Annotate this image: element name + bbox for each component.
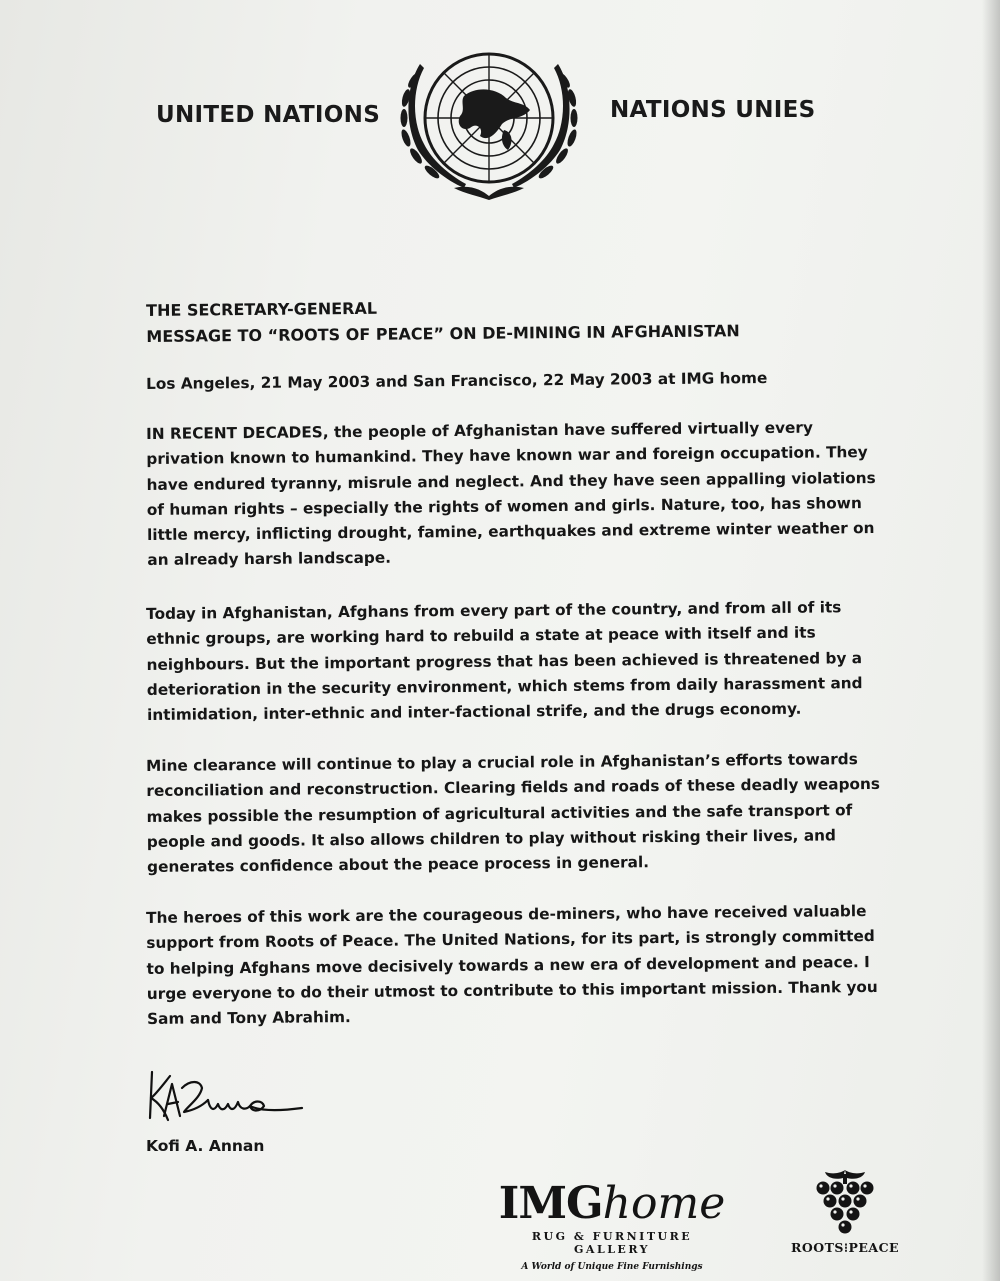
message-header [146,291,906,350]
letterhead-english: UNITED NATIONS [156,102,381,128]
img-brand-bold: IMG [498,1178,603,1229]
roots-of-peace-logo [770,1168,920,1273]
header-title: THE SECRETARY-GENERAL [146,298,378,320]
img-home-brand [492,1180,732,1228]
grapes-icon [809,1168,881,1236]
signer-name: Kofi A. Annan [146,1137,265,1155]
img-brand-italic: home [602,1178,726,1229]
header-subject: MESSAGE TO “ROOTS OF PEACE” ON DE-MINING IN AFGHANISTAN [146,321,740,346]
img-home-tagline: A World of Unique Fine Furnishings [521,1262,703,1272]
page-edge-shadow [982,0,1000,1281]
roots-of-peace-name [770,1240,920,1255]
dateline: Los Angeles, 21 May 2003 and San Francisco, 22 May 2003 at IMG home [146,369,768,393]
paragraph-1 [146,415,887,574]
peace-word: PEACE [848,1240,900,1255]
paragraph-1-text: the people of Afghanistan have suffered virtually every privation known to humankind. They have known war and foreign occupation. They have endured tyranny, misrule and neglect. And they have seen appalling violations of human rights – especially the rights of women and girls. Nature, too, has shown little mercy, inflicting drought, famine, earthquakes and extreme winter weather on an already harsh landscape. [146,418,876,570]
paragraph-1-lead: IN RECENT DECADES, [146,423,329,443]
roots-separator: ⁝ [843,1240,849,1255]
letterhead-french: NATIONS UNIES [610,97,816,123]
signature [142,1066,307,1126]
un-emblem-icon [384,38,594,203]
paragraph-4: The heroes of this work are the courageous de-miners, who have received valuable support from Roots of Peace. The United Nations, for its part, is strongly committed to helping Afghans move decisively towards a new era of development and peace. I urge everyone to do their utmost to contribute to this important mission. Thank you Sam and Tony Abrahim. [146,902,878,1029]
img-home-logo [492,1180,732,1275]
paragraph-2: Today in Afghanistan, Afghans from every part of the country, and from all of its ethnic groups, are working hard to rebuild a state at peace with itself and its neighbours. But the important progress that has been achieved is threatened by a deterioration in the security environment, which stems from daily harassment and intimidation, inter-ethnic and inter-factional strife, and the drugs economy. [146,598,863,725]
paragraph-3: Mine clearance will continue to play a crucial role in Afghanistan’s efforts towards reconciliation and reconstruction. Clearing fields and roads of these deadly weapons makes possible the resumption of agricultural activities and the safe transport of people and goods. It also allows children to play without risking their lives, and generates confidence about the peace process in general. [146,750,881,877]
roots-word: ROOTS [790,1240,844,1255]
img-home-subtitle: RUG & FURNITURE GALLERY [531,1230,693,1256]
